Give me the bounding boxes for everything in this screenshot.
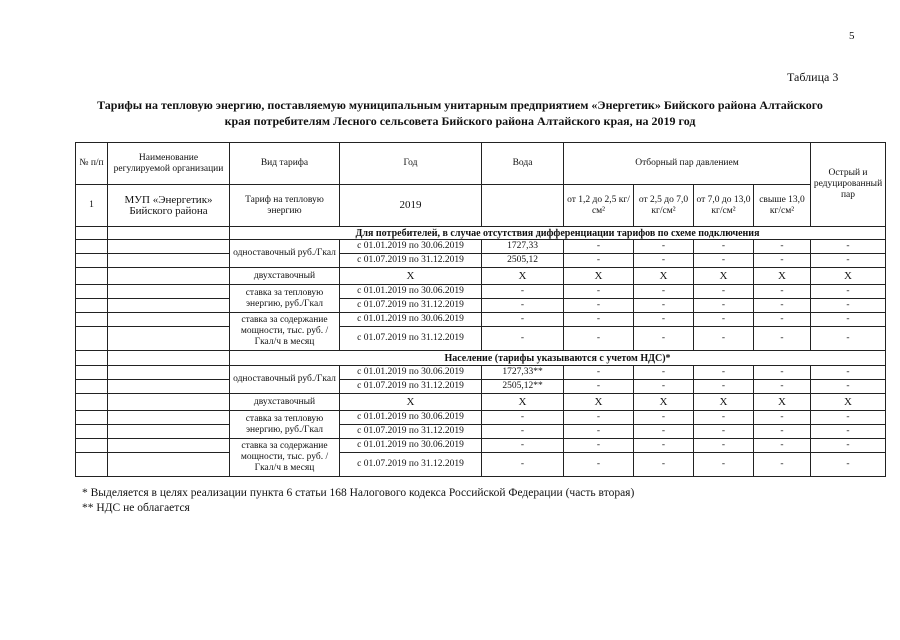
value-cell: - [482, 411, 564, 425]
period-cell: с 01.01.2019 по 30.06.2019 [340, 366, 482, 380]
value-cell: - [634, 313, 694, 327]
value-cell: - [634, 411, 694, 425]
empty-cell [108, 285, 230, 299]
value-cell: - [811, 285, 886, 299]
table-row [76, 268, 886, 285]
value-cell: - [482, 327, 564, 351]
value-cell: - [694, 299, 754, 313]
empty-cell [76, 425, 108, 439]
header-steam-4: свыше 13,0 кг/см² [754, 185, 811, 227]
org-name: МУП «Энергетик» Бийского района [108, 185, 230, 227]
empty-cell [108, 240, 230, 254]
value-cell: X [754, 268, 811, 285]
footnote-vat-allocation: * Выделяется в целях реализации пункта 6 статьи 168 Налогового кодекса Российской Федерации (часть вторая) [82, 487, 635, 499]
table-row [76, 299, 886, 313]
table-row [76, 453, 886, 477]
org-water [482, 185, 564, 227]
value-cell: - [694, 313, 754, 327]
empty-cell [76, 313, 108, 327]
value-cell: - [564, 299, 634, 313]
period-cell: с 01.07.2019 по 31.12.2019 [340, 380, 482, 394]
value-cell: - [634, 380, 694, 394]
value-cell: - [694, 366, 754, 380]
value-cell: - [754, 380, 811, 394]
value-cell: - [564, 453, 634, 477]
table-row [76, 411, 886, 425]
org-tariff-type: Тариф на тепловую энергию [230, 185, 340, 227]
table-row [76, 240, 886, 254]
value-cell: - [482, 299, 564, 313]
value-cell: - [811, 313, 886, 327]
table-row [76, 313, 886, 327]
header-sharp-steam: Острый и редуцированный пар [811, 143, 886, 227]
one-part-label: одноставочный руб./Гкал [230, 366, 340, 394]
value-cell: - [754, 439, 811, 453]
one-part-label: одноставочный руб./Гкал [230, 240, 340, 268]
value-cell: X [564, 268, 634, 285]
value-cell: - [811, 254, 886, 268]
value-cell: - [634, 299, 694, 313]
value-cell: 1727,33** [482, 366, 564, 380]
empty-cell [108, 268, 230, 285]
period-cell: с 01.07.2019 по 31.12.2019 [340, 327, 482, 351]
value-cell: - [811, 425, 886, 439]
value-cell: - [811, 439, 886, 453]
value-cell: - [754, 254, 811, 268]
section-empty [76, 227, 108, 240]
header-org: Наименование регулируемой организации [108, 143, 230, 185]
value-cell: - [634, 439, 694, 453]
value-cell: X [694, 394, 754, 411]
two-part-label: двухставочный [230, 394, 340, 411]
header-steam-3: от 7,0 до 13,0 кг/см² [694, 185, 754, 227]
value-cell: - [754, 299, 811, 313]
table-row [76, 394, 886, 411]
value-cell: X [754, 394, 811, 411]
value-cell: X [811, 394, 886, 411]
value-cell: - [564, 285, 634, 299]
footnote-vat-exempt: ** НДС не облагается [82, 502, 190, 514]
value-cell: X [811, 268, 886, 285]
capacity-rate-label: ставка за содержание мощности, тыс. руб. /Гкал/ч в месяц [230, 313, 340, 351]
value-cell: - [694, 411, 754, 425]
period-cell: с 01.07.2019 по 31.12.2019 [340, 299, 482, 313]
value-cell: - [694, 439, 754, 453]
org-row [76, 185, 886, 227]
value-cell: - [564, 254, 634, 268]
value-cell: 2505,12** [482, 380, 564, 394]
value-cell: - [754, 285, 811, 299]
value-cell: - [564, 240, 634, 254]
value-cell: - [634, 366, 694, 380]
value-cell: - [754, 240, 811, 254]
table-row [76, 327, 886, 351]
value-cell: - [482, 285, 564, 299]
section-empty [76, 351, 108, 366]
empty-cell [76, 380, 108, 394]
period-cell: с 01.01.2019 по 30.06.2019 [340, 411, 482, 425]
value-cell: - [754, 366, 811, 380]
table-row [76, 254, 886, 268]
value-cell: - [694, 285, 754, 299]
value-cell: X [340, 394, 482, 411]
value-cell: - [754, 411, 811, 425]
table-row [76, 380, 886, 394]
value-cell: - [634, 327, 694, 351]
value-cell: - [634, 285, 694, 299]
table-row [76, 425, 886, 439]
value-cell: - [564, 380, 634, 394]
value-cell: - [694, 380, 754, 394]
empty-cell [76, 240, 108, 254]
value-cell: X [634, 394, 694, 411]
value-cell: X [694, 268, 754, 285]
header-tariff-type: Вид тарифа [230, 143, 340, 185]
header-steam-1: от 1,2 до 2,5 кг/см² [564, 185, 634, 227]
section-empty [108, 351, 230, 366]
empty-cell [108, 327, 230, 351]
title-line-2: края потребителям Лесного сельсовета Бийского района Алтайского края, на 2019 год [224, 114, 696, 128]
value-cell: - [482, 453, 564, 477]
value-cell: - [811, 366, 886, 380]
value-cell: - [564, 439, 634, 453]
value-cell: - [564, 327, 634, 351]
period-cell: с 01.07.2019 по 31.12.2019 [340, 254, 482, 268]
empty-cell [76, 254, 108, 268]
value-cell: - [634, 240, 694, 254]
value-cell: - [634, 453, 694, 477]
value-cell: 1727,33 [482, 240, 564, 254]
empty-cell [108, 411, 230, 425]
empty-cell [76, 439, 108, 453]
value-cell: - [694, 453, 754, 477]
period-cell: с 01.01.2019 по 30.06.2019 [340, 240, 482, 254]
page-number: 5 [849, 30, 855, 42]
empty-cell [108, 366, 230, 380]
empty-cell [76, 299, 108, 313]
value-cell: - [811, 240, 886, 254]
empty-cell [108, 453, 230, 477]
value-cell: - [811, 299, 886, 313]
value-cell: - [564, 313, 634, 327]
empty-cell [108, 254, 230, 268]
period-cell: с 01.01.2019 по 30.06.2019 [340, 285, 482, 299]
empty-cell [76, 394, 108, 411]
table-caption: Таблица 3 [787, 70, 839, 84]
value-cell: - [564, 366, 634, 380]
tariff-table [75, 142, 886, 477]
empty-cell [108, 425, 230, 439]
value-cell: X [634, 268, 694, 285]
value-cell: - [482, 439, 564, 453]
section-empty [108, 227, 230, 240]
period-cell: с 01.07.2019 по 31.12.2019 [340, 453, 482, 477]
value-cell: - [564, 425, 634, 439]
value-cell: - [634, 254, 694, 268]
document-title [60, 97, 860, 129]
section-row [76, 351, 886, 366]
empty-cell [108, 439, 230, 453]
section-1-title: Для потребителей, в случае отсутствия дифференциации тарифов по схеме подключения [230, 227, 886, 240]
header-steam: Отборный пар давлением [564, 143, 811, 185]
table-row [76, 285, 886, 299]
value-cell: - [811, 453, 886, 477]
value-cell: - [482, 425, 564, 439]
header-water: Вода [482, 143, 564, 185]
empty-cell [108, 313, 230, 327]
value-cell: X [482, 268, 564, 285]
period-cell: с 01.07.2019 по 31.12.2019 [340, 425, 482, 439]
header-steam-2: от 2,5 до 7,0 кг/см² [634, 185, 694, 227]
title-line-1: Тарифы на тепловую энергию, поставляемую муниципальным унитарным предприятием «Энергетик» Бийского района Алтайского [97, 98, 823, 112]
value-cell: - [694, 254, 754, 268]
capacity-rate-label: ставка за содержание мощности, тыс. руб. /Гкал/ч в месяц [230, 439, 340, 477]
empty-cell [108, 299, 230, 313]
value-cell: X [340, 268, 482, 285]
empty-cell [108, 394, 230, 411]
value-cell: - [811, 380, 886, 394]
value-cell: - [482, 313, 564, 327]
org-num: 1 [76, 185, 108, 227]
section-row [76, 227, 886, 240]
value-cell: X [482, 394, 564, 411]
period-cell: с 01.01.2019 по 30.06.2019 [340, 313, 482, 327]
empty-cell [108, 380, 230, 394]
value-cell: - [754, 313, 811, 327]
value-cell: - [694, 327, 754, 351]
two-part-label: двухставочный [230, 268, 340, 285]
header-num: № п/п [76, 143, 108, 185]
value-cell: - [754, 425, 811, 439]
org-year: 2019 [340, 185, 482, 227]
empty-cell [76, 327, 108, 351]
empty-cell [76, 453, 108, 477]
table-header-row [76, 143, 886, 185]
heat-rate-label: ставка за тепловую энергию, руб./Гкал [230, 411, 340, 439]
empty-cell [76, 268, 108, 285]
value-cell: 2505,12 [482, 254, 564, 268]
value-cell: - [634, 425, 694, 439]
value-cell: - [754, 453, 811, 477]
heat-rate-label: ставка за тепловую энергию, руб./Гкал [230, 285, 340, 313]
empty-cell [76, 285, 108, 299]
table-row [76, 366, 886, 380]
value-cell: - [564, 411, 634, 425]
empty-cell [76, 411, 108, 425]
period-cell: с 01.01.2019 по 30.06.2019 [340, 439, 482, 453]
table-row [76, 439, 886, 453]
value-cell: - [811, 327, 886, 351]
empty-cell [76, 366, 108, 380]
value-cell: X [564, 394, 634, 411]
value-cell: - [694, 425, 754, 439]
value-cell: - [694, 240, 754, 254]
value-cell: - [754, 327, 811, 351]
section-2-title: Население (тарифы указываются с учетом НДС)* [230, 351, 886, 366]
value-cell: - [811, 411, 886, 425]
header-year: Год [340, 143, 482, 185]
